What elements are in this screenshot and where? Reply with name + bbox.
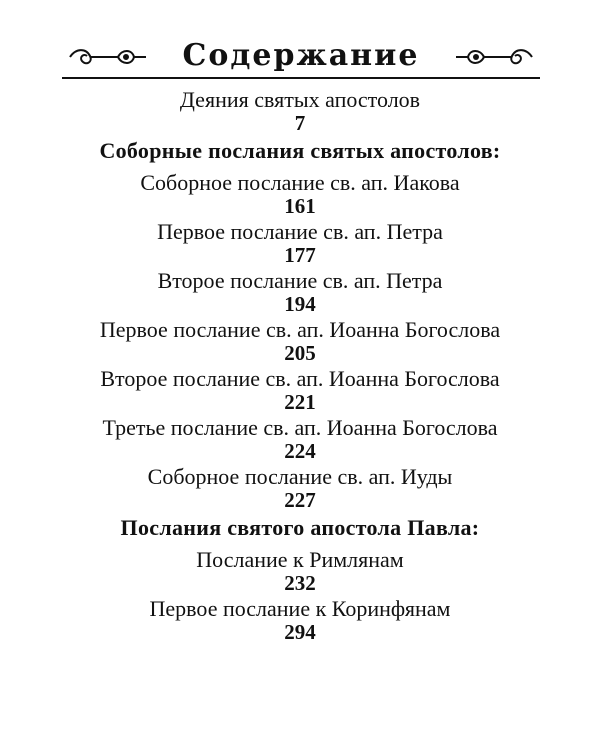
contents-header <box>62 38 540 80</box>
toc-entry[interactable] <box>0 318 600 364</box>
toc-entry-title: Третье послание св. ап. Иоанна Богослова <box>102 415 498 440</box>
toc-section-heading: Послания святого апостола Павла: <box>120 515 480 540</box>
toc-entry[interactable] <box>0 548 600 594</box>
page-title: Содержание <box>182 38 420 73</box>
toc-entry-title: Деяния святых апостолов <box>179 87 421 112</box>
header-rule <box>62 77 540 79</box>
toc-entry[interactable] <box>0 171 600 217</box>
toc-entry-title: Соборное послание св. ап. Иуды <box>147 464 453 489</box>
toc-entry-page: 7 <box>294 111 306 135</box>
toc-entry[interactable] <box>0 88 600 134</box>
toc-entry-title: Первое послание св. ап. Петра <box>157 219 443 244</box>
toc-entry-page: 177 <box>284 243 316 267</box>
toc-entry[interactable] <box>0 269 600 315</box>
toc-entry-title: Соборное послание св. ап. Иакова <box>140 170 460 195</box>
toc-entry-page: 232 <box>284 571 316 595</box>
toc-entry-title: Первое послание св. ап. Иоанна Богослова <box>99 317 501 342</box>
toc-entry-title: Первое послание к Коринфянам <box>149 596 451 621</box>
toc-entry-title: Второе послание св. ап. Иоанна Богослова <box>100 366 500 391</box>
ornament-right-icon <box>454 44 536 70</box>
toc-entry[interactable] <box>0 367 600 413</box>
toc-section-heading: Соборные послания святых апостолов: <box>99 138 501 163</box>
toc-entry-page: 224 <box>284 439 316 463</box>
toc-entry-page: 205 <box>284 341 316 365</box>
table-of-contents <box>0 88 600 646</box>
toc-entry-page: 194 <box>284 292 316 316</box>
toc-entry-page: 294 <box>284 620 316 644</box>
toc-entry[interactable] <box>0 465 600 511</box>
toc-entry-title: Послание к Римлянам <box>196 547 404 572</box>
toc-entry[interactable] <box>0 416 600 462</box>
toc-entry-page: 221 <box>284 390 316 414</box>
toc-entry[interactable] <box>0 220 600 266</box>
toc-entry[interactable] <box>0 597 600 643</box>
toc-entry-page: 227 <box>284 488 316 512</box>
toc-entry-page: 161 <box>284 194 316 218</box>
toc-entry-title: Второе послание св. ап. Петра <box>157 268 443 293</box>
